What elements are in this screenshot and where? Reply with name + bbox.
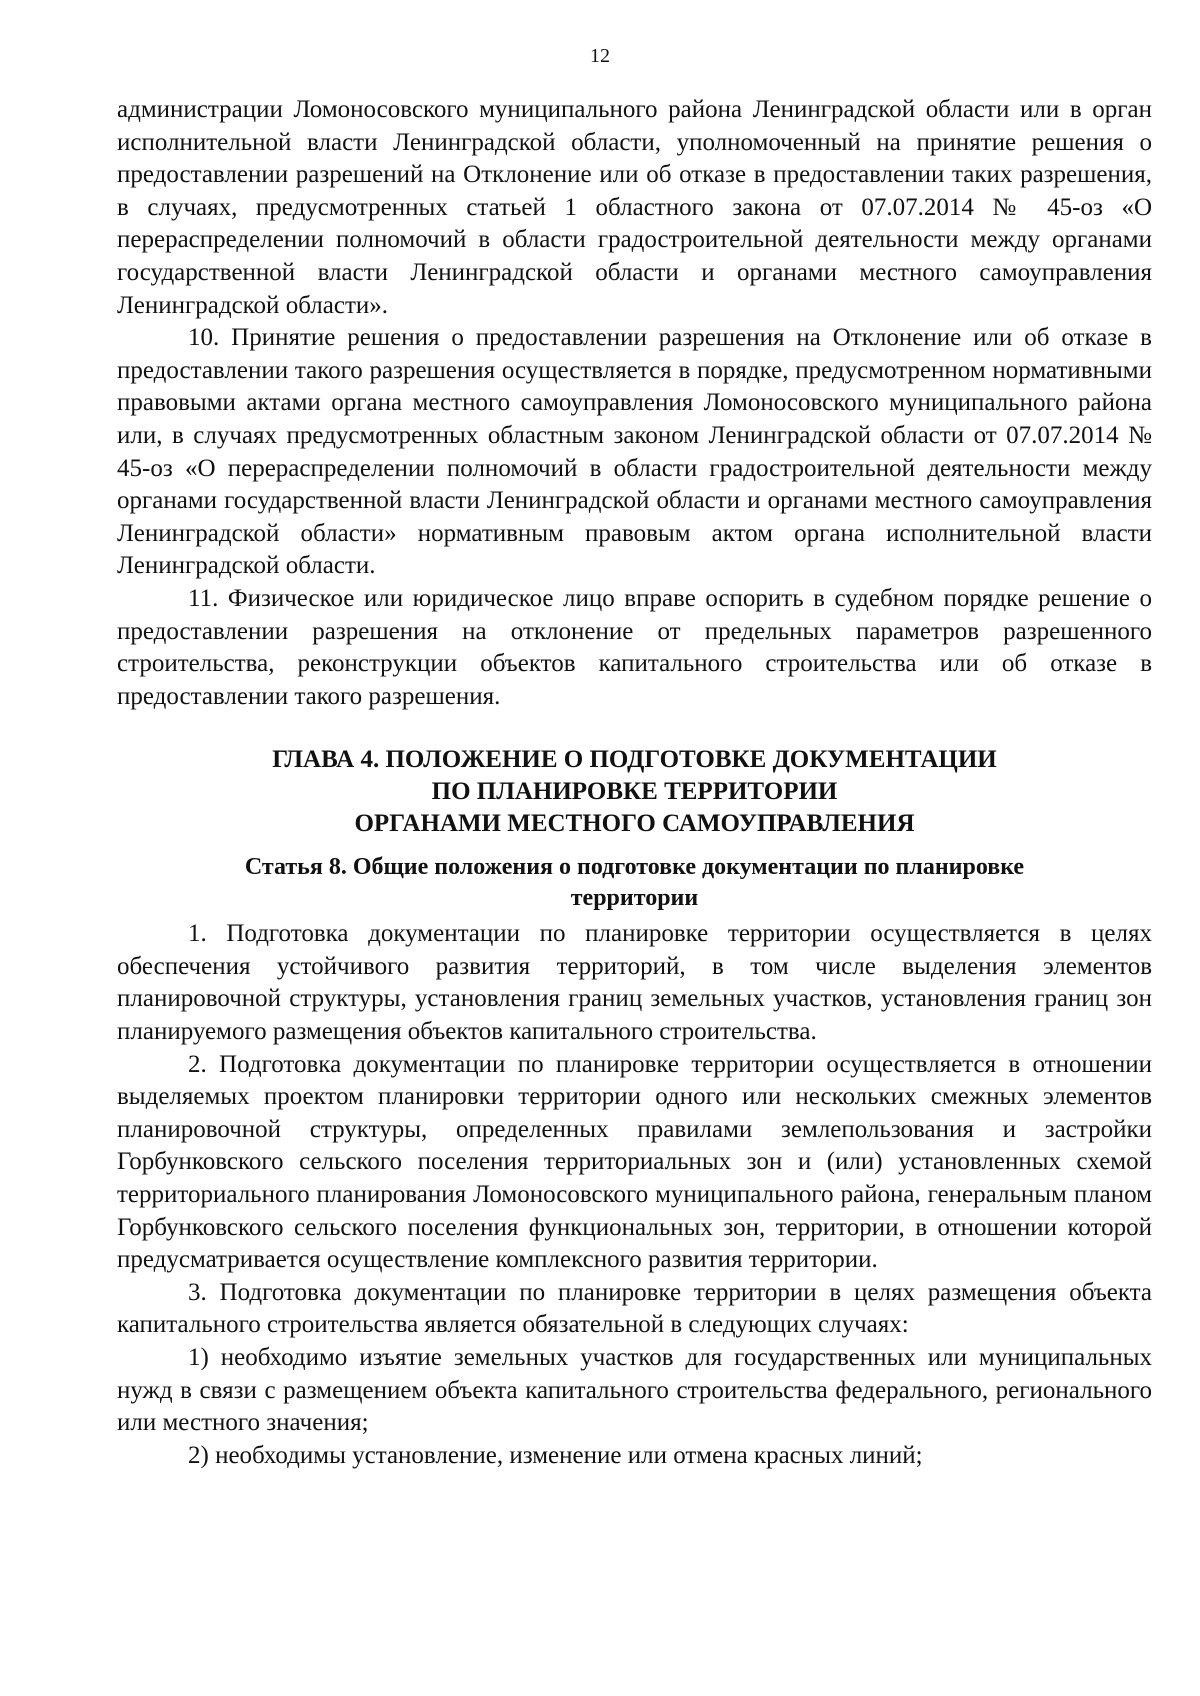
- article-title-line: Статья 8. Общие положения о подготовке документации по планировке: [244, 854, 1025, 881]
- article-paragraph-1: 1. Подготовка документации по планировке территории осуществляется в целях обеспечения устойчивого развития территорий, в том числе выделения элементов планировочной структуры, установления границ земельных участков, установления границ зон планируемого размещения объектов капитального строительства.: [117, 920, 1152, 1046]
- article-paragraph-3: 3. Подготовка документации по планировке территории в целях размещения объекта капитального строительства является обязательной в следующих случаях:: [117, 1278, 1152, 1339]
- paragraph-10: 10. Принятие решения о предоставлении разрешения на Отклонение или об отказе в предоставлении такого разрешения осуществляется в порядке, предусмотренном нормативными правовыми актами органа местного самоуправления Ломоносовского муниципального района или, в случаях предусмотренных областным законом Ленинградской области от 07.07.2014 № 45-оз «О перераспределении полномочий в области градостроительной деятельности между органами государственной власти Ленинградской области и органами местного самоуправления Ленинградской области» нормативным правовым актом органа исполнительной власти Ленинградской области.: [117, 324, 1152, 580]
- paragraph-11: 11. Физическое или юридическое лицо вправе оспорить в судебном порядке решение о предоставлении разрешения на отклонение от предельных параметров разрешенного строительства, реконструкции объектов капитального строительства или об отказе в предоставлении такого разрешения.: [117, 584, 1152, 710]
- paragraph-continuation: администрации Ломоносовского муниципального района Ленинградской области или в орган исполнительной власти Ленинградской области, уполномоченный на принятие решения о предоставлении разрешений на Отклонение или об отказе в предоставлении таких разрешения, в случаях, предусмотренных статьей 1 областного закона от 07.07.2014 № 45-оз «О перераспределении полномочий в области градостроительной деятельности между органами государственной власти Ленинградской области и органами местного самоуправления Ленинградской области».: [117, 96, 1152, 319]
- list-item-2: 2) необходимы установление, изменение или отмена красных линий;: [188, 1441, 923, 1469]
- chapter-title: [117, 744, 1152, 840]
- article-paragraph-2: 2. Подготовка документации по планировке территории осуществляется в отношении выделяемых проектом планировки территории одного или нескольких смежных элементов планировочной структуры, определенных правилами землепользования и застройки Горбунковского сельского поселения территориальных зон и (или) установленных схемой территориального планирования Ломоносовского муниципального района, генеральным планом Горбунковского сельского поселения функциональных зон, территории, в отношении которой предусматривается осуществление комплексного развития территории.: [117, 1050, 1152, 1274]
- article-title: [117, 852, 1152, 914]
- article-title-line: территории: [570, 885, 699, 912]
- chapter-title-line: ПО ПЛАНИРОВКЕ ТЕРРИТОРИИ: [431, 778, 838, 806]
- chapter-title-line: ГЛАВА 4. ПОЛОЖЕНИЕ О ПОДГОТОВКЕ ДОКУМЕНТАЦИИ: [272, 746, 997, 774]
- document-body: [117, 94, 1152, 1472]
- list-item-1: 1) необходимо изъятие земельных участков для государственных или муниципальных нужд в связи с размещением объекта капитального строительства федерального, регионального или местного значения;: [117, 1344, 1152, 1437]
- chapter-title-line: ОРГАНАМИ МЕСТНОГО САМОУПРАВЛЕНИЯ: [354, 810, 915, 838]
- page-number: 12: [590, 45, 610, 67]
